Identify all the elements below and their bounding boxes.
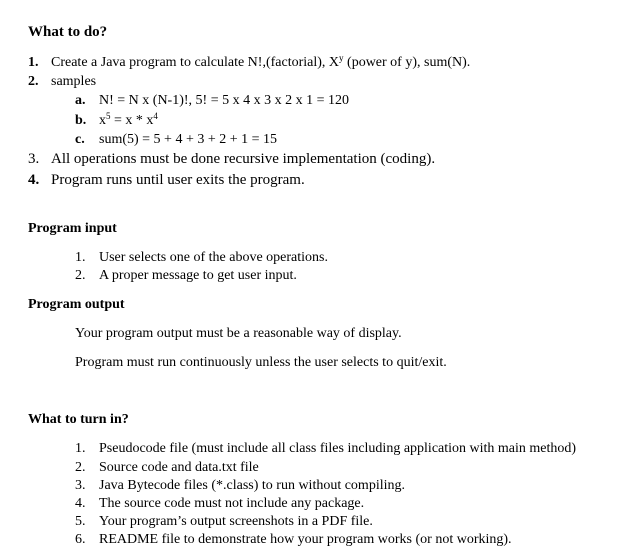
turnin-item-3: [75, 478, 405, 494]
turnin-item-4-text: The source code must not include any package.: [99, 496, 365, 511]
sample-b-exp2: 4: [153, 111, 158, 121]
todo-item-1-text: Create a Java program to calculate N!,(factorial), X: [51, 55, 340, 70]
sample-c: [75, 132, 277, 148]
turnin-item-6: [75, 532, 512, 548]
turnin-item-5-text: Your program’s output screenshots in a PDF file.: [99, 514, 373, 529]
turnin-item-2-text: Source code and data.txt file: [99, 460, 259, 475]
sample-b-letter: b.: [75, 113, 87, 128]
todo-item-4: [28, 172, 305, 189]
sample-a-letter: a.: [75, 93, 86, 108]
todo-item-1-text-end: (power of y), sum(N).: [343, 55, 471, 70]
output-paragraph-1: Your program output must be a reasonable way of display.: [75, 326, 402, 341]
what-to-do-heading: What to do?: [28, 24, 108, 40]
turnin-item-3-text: Java Bytecode files (*.class) to run without compiling.: [99, 478, 405, 493]
turnin-item-5-number: 5.: [75, 514, 86, 529]
turnin-item-1-text: Pseudocode file (must include all class files including application with main method): [99, 441, 577, 456]
turnin-item-6-number: 6.: [75, 532, 86, 547]
sample-c-text: sum(5) = 5 + 4 + 3 + 2 + 1 = 15: [99, 132, 278, 147]
sample-a-text: N! = N x (N-1)!, 5! = 5 x 4 x 3 x 2 x 1 = 120: [99, 93, 349, 108]
todo-item-2-text: samples: [51, 74, 97, 89]
sample-c-letter: c.: [75, 132, 85, 147]
todo-item-1: [28, 55, 470, 71]
todo-item-2-number: 2.: [28, 74, 39, 89]
input-item-2: [75, 268, 297, 284]
input-item-2-text: A proper message to get user input.: [99, 268, 297, 283]
sample-b: [75, 113, 158, 129]
turnin-item-1-number: 1.: [75, 441, 86, 456]
turnin-item-1: [75, 441, 576, 457]
input-item-1: [75, 250, 328, 266]
turnin-item-5: [75, 514, 373, 530]
todo-item-4-number: 4.: [28, 172, 40, 188]
todo-item-3: [28, 151, 435, 168]
todo-item-1-sup: y: [339, 53, 344, 63]
program-input-heading: Program input: [28, 221, 117, 236]
turnin-item-2: [75, 460, 259, 476]
todo-item-3-text: All operations must be done recursive implementation (coding).: [51, 151, 436, 167]
todo-item-4-text: Program runs until user exits the program.: [51, 172, 305, 188]
todo-item-2: [28, 74, 96, 90]
sample-b-exp1: 5: [106, 111, 111, 121]
turnin-item-4-number: 4.: [75, 496, 86, 511]
program-output-heading: Program output: [28, 297, 125, 312]
sample-b-base: x: [99, 113, 106, 128]
turnin-item-6-text: README file to demonstrate how your program works (or not working).: [99, 532, 512, 547]
sample-b-mid: = x * x: [110, 113, 154, 128]
sample-a: [75, 93, 349, 109]
turnin-item-3-number: 3.: [75, 478, 86, 493]
turnin-item-4: [75, 496, 364, 512]
input-item-1-number: 1.: [75, 250, 86, 265]
turnin-item-2-number: 2.: [75, 460, 86, 475]
todo-item-3-number: 3.: [28, 151, 40, 167]
input-item-2-number: 2.: [75, 268, 86, 283]
input-item-1-text: User selects one of the above operations.: [99, 250, 328, 265]
output-paragraph-2: Program must run continuously unless the user selects to quit/exit.: [75, 355, 447, 370]
todo-item-1-number: 1.: [28, 55, 39, 70]
turn-in-heading: What to turn in?: [28, 412, 129, 427]
